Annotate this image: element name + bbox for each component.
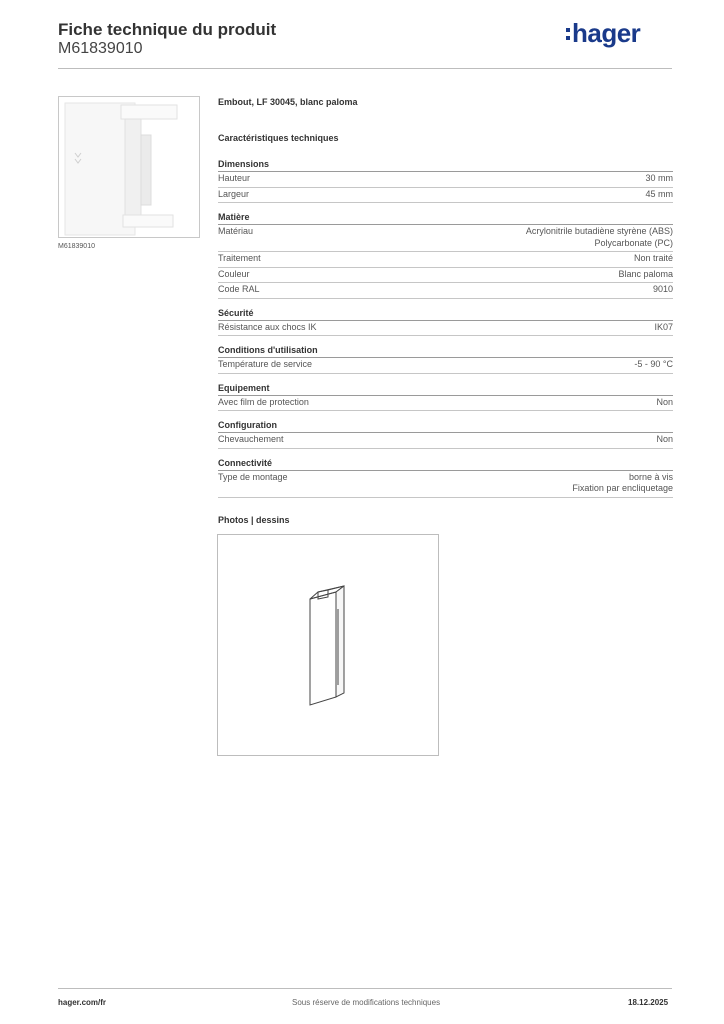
spec-row xyxy=(218,252,673,268)
spec-value xyxy=(653,284,673,296)
product-drawing xyxy=(218,535,438,755)
page-title: Fiche technique du produit xyxy=(58,20,277,39)
product-name: Embout, LF 30045, blanc paloma xyxy=(218,97,358,107)
spec-row xyxy=(218,471,673,498)
spec-value-line: 30 mm xyxy=(645,173,673,183)
spec-value xyxy=(656,397,673,409)
spec-row xyxy=(218,433,673,449)
spec-row xyxy=(218,172,673,188)
thumbnail-caption: M61839010 xyxy=(58,243,95,250)
product-thumbnail xyxy=(58,96,200,238)
spec-section xyxy=(218,419,673,449)
spec-value-line: borne à vis xyxy=(628,471,673,482)
spec-value-line: 45 mm xyxy=(645,188,673,199)
spec-value xyxy=(572,472,673,495)
spec-row xyxy=(218,283,673,299)
spec-content xyxy=(218,96,673,498)
hager-logo xyxy=(566,18,640,49)
spec-value xyxy=(634,359,673,371)
spec-value-line: Non traité xyxy=(633,253,673,263)
spec-row xyxy=(218,358,673,374)
spec-label: Température de service xyxy=(218,359,313,369)
section-title: Conditions d'utilisation xyxy=(218,344,673,358)
spec-value xyxy=(645,173,673,185)
tech-heading: Caractéristiques techniques xyxy=(218,133,339,143)
photos-heading: Photos | dessins xyxy=(218,515,290,525)
spec-value xyxy=(634,253,673,265)
spec-value-line: 9010 xyxy=(652,284,673,294)
spec-row xyxy=(218,321,673,337)
spec-value-line: Acrylonitrile butadiène styrène (ABS) xyxy=(525,226,673,236)
spec-row xyxy=(218,396,673,412)
section-title: Sécurité xyxy=(218,307,673,321)
spec-value-line: Blanc paloma xyxy=(618,268,673,279)
spec-section xyxy=(218,307,673,337)
logo-dots-icon xyxy=(566,21,570,47)
spec-section xyxy=(218,344,673,374)
spec-section xyxy=(218,211,673,299)
spec-label: Résistance aux chocs IK xyxy=(218,321,317,332)
header-divider xyxy=(58,68,672,69)
logo-text: hager xyxy=(572,18,641,48)
product-drawing-frame xyxy=(217,534,439,756)
footer-divider xyxy=(58,988,672,989)
footer-date: 18.12.2025 xyxy=(628,998,669,1007)
spec-value xyxy=(645,189,673,201)
spec-label: Hauteur xyxy=(218,173,251,183)
spec-label: Chevauchement xyxy=(218,434,284,444)
footer-website: hager.com/fr xyxy=(58,998,107,1007)
spec-row xyxy=(218,188,673,204)
spec-value xyxy=(656,434,673,446)
spec-value-line: -5 - 90 °C xyxy=(634,359,673,369)
spec-value-line: IK07 xyxy=(654,321,673,332)
spec-value-line: Polycarbonate (PC) xyxy=(594,237,673,248)
spec-row xyxy=(218,225,673,252)
spec-label: Matériau xyxy=(218,226,254,236)
spec-label: Traitement xyxy=(218,253,261,263)
spec-value xyxy=(618,269,673,281)
spec-section xyxy=(218,457,673,498)
section-title: Connectivité xyxy=(218,457,673,471)
spec-value xyxy=(526,226,673,249)
product-thumbnail-image xyxy=(59,97,199,237)
spec-label: Couleur xyxy=(218,268,250,279)
section-title: Matière xyxy=(218,211,673,225)
spec-label: Code RAL xyxy=(218,284,260,294)
spec-sections xyxy=(218,158,673,498)
spec-value-line: Fixation par encliquetage xyxy=(572,483,673,493)
spec-section xyxy=(218,158,673,203)
section-title: Equipement xyxy=(218,382,673,396)
spec-label: Type de montage xyxy=(218,471,288,482)
footer-disclaimer: Sous réserve de modifications techniques xyxy=(292,998,441,1007)
spec-value-line: Non xyxy=(656,396,673,407)
product-code: M61839010 xyxy=(58,40,143,57)
section-title: Dimensions xyxy=(218,158,673,172)
spec-label: Avec film de protection xyxy=(218,396,309,407)
spec-label: Largeur xyxy=(218,188,250,199)
spec-row xyxy=(218,268,673,284)
spec-value xyxy=(654,322,673,334)
spec-value-line: Non xyxy=(656,434,673,444)
section-title: Configuration xyxy=(218,419,673,433)
spec-section xyxy=(218,382,673,412)
